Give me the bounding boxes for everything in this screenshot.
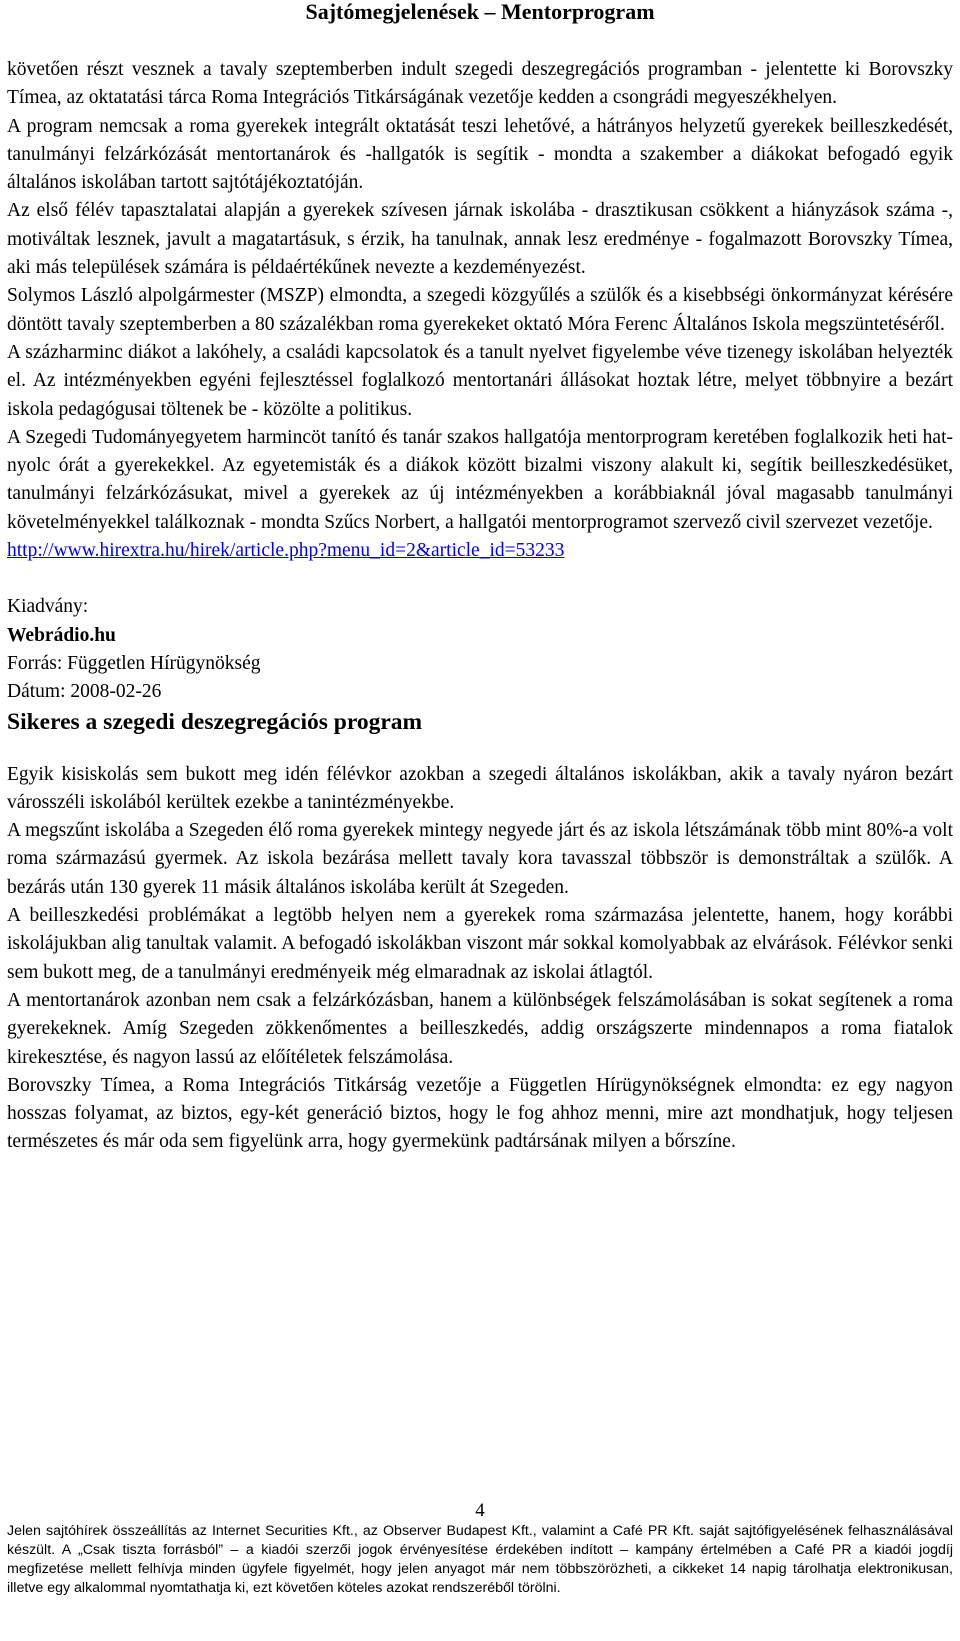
document-content — [7, 56, 953, 1157]
source-line: Forrás: Független Hírügynökség — [7, 652, 261, 674]
document-page — [7, 0, 953, 1641]
article1-source-link[interactable]: http://www.hirextra.hu/hirek/article.php?menu_id=2&article_id=53233 — [7, 540, 565, 562]
article2-title: Sikeres a szegedi deszegregációs program — [7, 708, 423, 735]
footer-disclaimer: Jelen sajtóhírek összeállítás az Internet Securities Kft., az Observer Budapest Kft., valamint a Café PR Kft. saját sajtófigyelésének felhasználásával készült. A „Csak tiszta forrásból” – a kiadói szerzői jogok érvényesítése érdekében indított – kampány értelmében a Café PR a kiadói jogdíj megfizetése mellett felhívja minden ügyfele figyelmét, hogy jelen anyagot már nem többszörözheti, a cikkeket 14 napig tárolhatja elektronikusan, illetve egy alkalommal nyomtathatja ki, ezt követően köteles azokat rendszeréből törölni. — [7, 1523, 953, 1597]
article1-paragraph-6: A Szegedi Tudományegyetem harmincöt tanító és tanár szakos hallgatója mentorprogram keretében foglalkozik heti hat-nyolc órát a gyerekekkel. Az egyetemisták és a diákok között bizalmi viszony alakult ki, segítik beilleszkedésüket, tanulmányi felzárkózásukat, mivel a gyerekek az új intézményekben a korábbiaknál jóval magasabb tanulmányi követelményekkel találkoznak - mondta Szűcs Norbert, a hallgatói mentorprogramot szervező civil szervezet vezetője. — [7, 426, 953, 533]
article2-paragraph-1: Egyik kisiskolás sem bukott meg idén félévkor azokban a szegedi általános iskolákban, akik a tavaly nyáron bezárt városszéli iskolából kerültek ezekbe a tanintézményekbe. — [7, 763, 953, 813]
article1-paragraph-2: A program nemcsak a roma gyerekek integrált oktatását teszi lehetővé, a hátrányos helyzetű gyerekek beilleszkedését, tanulmányi felzárkózását mentortanárok és -hallgatók is segítik - mondta a szakember a diákokat befogadó egyik általános iskolában tartott sajtótájékoztatóján. — [7, 115, 953, 194]
article1-link-line — [7, 537, 953, 565]
article1-paragraph-4: Solymos László alpolgármester (MSZP) elmondta, a szegedi közgyűlés a szülők és a kisebbségi önkormányzat kérésére döntött tavaly szeptemberben a 80 százalékban roma gyerekeket oktató Móra Ferenc Általános Iskola megszüntetéséről. — [7, 285, 953, 335]
date-line: Dátum: 2008-02-26 — [7, 681, 162, 703]
article1-paragraph-5: A százharminc diákot a lakóhely, a családi kapcsolatok és a tanult nyelvet figyelembe véve tizenegy iskolában helyezték el. Az intézményekben egyéni fejlesztéssel foglalkozó mentortanári állásokat hoztak létre, melyet többnyire a bezárt iskola pedagógusai töltenek be - közölte a politikus. — [7, 341, 953, 420]
publication-label: Kiadvány: — [7, 596, 89, 618]
header-title: Sajtómegjelenések – Mentorprogram — [305, 0, 655, 24]
publication-name: Webrádio.hu — [7, 624, 116, 646]
spacer — [7, 565, 953, 593]
article1-paragraph-3: Az első félév tapasztalatai alapján a gyerekek szívesen járnak iskolába - drasztikusan csökkent a hiányzások száma -, motiváltak lesznek, javult a magatartásuk, s érzik, ha tanulnak, annak lesz eredménye - fogalmazott Borovszky Tímea, aki más települések számára is példaértékűnek nevezte a kezdeményezést. — [7, 200, 953, 279]
article2-paragraph-4: A mentortanárok azonban nem csak a felzárkózásban, hanem a különbségek felszámolásában is sokat segítenek a roma gyerekeknek. Amíg Szegeden zökkenőmentes a beilleszkedés, addig országszerte mindennapos a roma fiatalok kirekesztése, és nagyon lassú az előítéletek felszámolása. — [7, 989, 953, 1068]
page-number: 4 — [475, 1500, 485, 1521]
page-header — [7, 0, 953, 28]
article2-paragraph-3: A beilleszkedési problémákat a legtöbb helyen nem a gyerekek roma származása jelentette, hanem, hogy korábbi iskolájukban alig tanultak valamit. A befogadó iskolákban viszont már sokkal komolyabbak az elvárások. Félévkor senki sem bukott meg, de a tanulmányi eredményeik még elmaradnak az iskolai átlagtól. — [7, 905, 953, 983]
article2-paragraph-5: Borovszky Tímea, a Roma Integrációs Titkárság vezetője a Független Hírügynökségnek elmondta: ez egy nagyon hosszas folyamat, az biztos, egy-két generáció biztos, hogy le fog ahhoz menni, mire azt mondhatjuk, hogy teljesen természetes és már oda sem figyelünk arra, hogy gyermekünk padtársának milyen a bőrszíne. — [7, 1074, 953, 1153]
article2-paragraph-2: A megszűnt iskolába a Szegeden élő roma gyerekek mintegy negyede járt és az iskola létszámának több mint 80%-a volt roma származású gyermek. Az iskola bezárása mellett tavaly kora tavasszal többször is demonstráltak a szülők. A bezárás után 130 gyerek 11 másik általános iskolába került át Szegeden. — [7, 820, 953, 898]
article1-paragraph-1: követően részt vesznek a tavaly szeptemberben indult szegedi deszegregációs programban - jelentette ki Borovszky Tímea, az oktatatási tárca Roma Integrációs Titkárságának vezetője kedden a csongrádi megyeszékhelyen. — [7, 59, 953, 109]
page-footer — [7, 1500, 953, 1598]
